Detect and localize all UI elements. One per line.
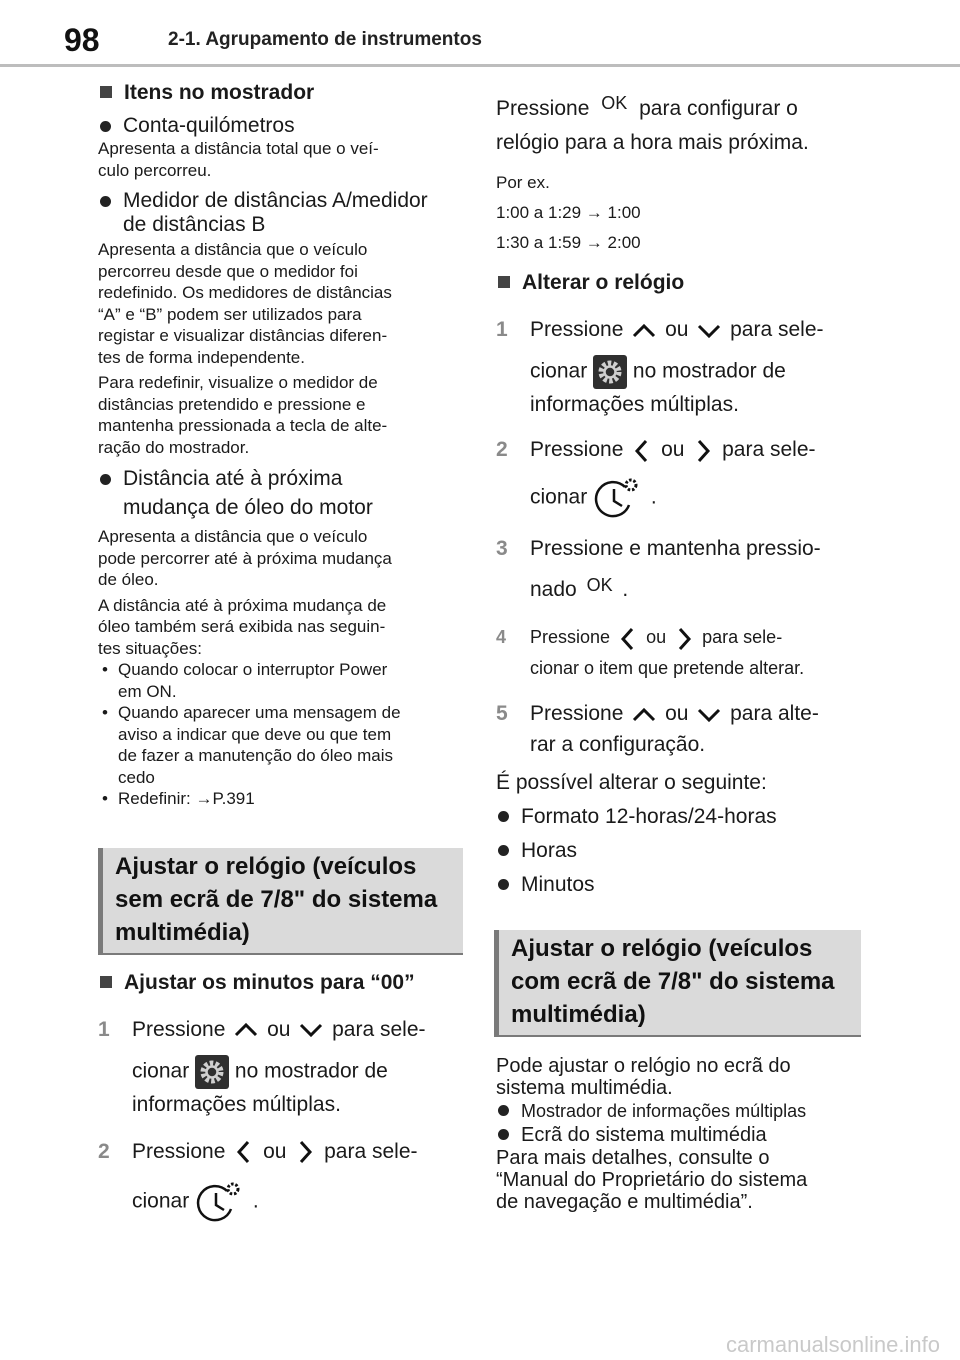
right-step-4: 4 Pressione ou para sele- cionar o item que pretende alterar. (496, 627, 805, 679)
chevron-left-icon (615, 626, 641, 652)
bullet-icon (100, 474, 111, 485)
chevron-left-icon (629, 438, 655, 464)
alter-clock-heading: Alterar o relógio (496, 270, 866, 296)
page-number: 98 (64, 22, 100, 58)
itens-heading: Itens no mostrador (98, 80, 460, 106)
oil-change-title: Distância até à próxima mudança de óleo do motor (98, 464, 460, 522)
trip-meter-title: Medidor de distâncias A/medidor de distâncias B (98, 189, 460, 237)
minutes-section (98, 970, 460, 1225)
list-item: Ecrã do sistema multimédia (496, 1123, 866, 1147)
bullet-icon (498, 845, 509, 856)
chevron-down-icon (296, 1021, 326, 1039)
list-item: Horas (496, 834, 866, 868)
minutes-heading: Ajustar os minutos para “00” (98, 970, 460, 996)
right-step-5: 5 Pressione ou para alte- rar a configuração. (496, 702, 819, 757)
settings-gear-icon (593, 355, 627, 389)
multimedia-section: Pode ajustar o relógio no ecrã do sistema multimédia. Mostrador de informações múltiplas Ecrã do sistema multimédia Para mais detalhes, consulte o “Manual do Proprietário do sistema de navegação e multimédia”. (496, 1055, 866, 1213)
left-step-2: 2 Pressione ou para sele- cionar . (98, 1136, 460, 1225)
section-box-with-multimedia: Ajustar o relógio (veículos com ecrã de 7/8" do sistema multimédia) (494, 930, 861, 1037)
chevron-right-icon (292, 1139, 318, 1165)
right-column (496, 92, 866, 902)
left-step-1: 1 Pressione ou para sele- cionar no mostrador de informações múltiplas. (98, 1018, 426, 1116)
oil-change-situations: A distância até à próxima mudança de óleo também será exibida nas seguin- tes situações: (98, 595, 387, 658)
trip-meter-text: Apresenta a distância que o veículo percorreu desde que o medidor foi redefinido. Os medidores de distâncias “A” e “B” podem ser utilizados para registar e visualizar distâncias diferen- tes de forma independente. (98, 240, 392, 367)
header-divider (0, 64, 960, 67)
clock-settings-icon (195, 1179, 247, 1225)
bullet-icon (498, 811, 509, 822)
watermark: carmanualsonline.info (725, 1332, 940, 1357)
chevron-down-icon (694, 322, 724, 340)
right-step-2: 2 Pressione ou para sele- cionar . (496, 434, 866, 521)
list-item: Formato 12-horas/24-horas (496, 800, 866, 834)
list-item: Mostrador de informações múltiplas (496, 1099, 866, 1123)
bullet-icon (100, 196, 111, 207)
square-bullet-icon (100, 976, 112, 988)
list-item: Minutos (496, 868, 866, 902)
chevron-up-icon (629, 706, 659, 724)
settings-gear-icon (195, 1055, 229, 1089)
chevron-up-icon (231, 1021, 261, 1039)
right-step-1: 1 Pressione ou para sele- cionar no mostrador de informações múltiplas. (496, 318, 824, 417)
square-bullet-icon (100, 86, 112, 98)
chevron-right-icon (690, 438, 716, 464)
bullet-icon (498, 1105, 509, 1116)
chevron-right-icon (671, 626, 697, 652)
odometer-text: Apresenta a distância total que o veí- culo percorreu. (98, 139, 379, 180)
section-title: 2-1. Agrupamento de instrumentos (168, 29, 482, 50)
square-bullet-icon (498, 276, 510, 288)
ok-button-icon: OK (601, 93, 628, 114)
possible-changes: É possível alterar o seguinte: Formato 12-horas/24-horas Horas Minutos (496, 766, 866, 902)
section-box-without-multimedia: Ajustar o relógio (veículos sem ecrã de 7/8" do sistema multimédia) (98, 848, 463, 955)
bullet-icon (498, 879, 509, 890)
left-column (98, 80, 460, 810)
odometer-title: Conta-quilómetros (98, 114, 460, 138)
bullet-icon (498, 1129, 509, 1140)
chevron-left-icon (231, 1139, 257, 1165)
bullet-icon (100, 121, 111, 132)
chevron-down-icon (694, 706, 724, 724)
list-item: • Quando colocar o interruptor Power em ON. (102, 660, 388, 701)
list-item: • Redefinir: →P.391 (102, 789, 255, 808)
list-item: • Quando aparecer uma mensagem de aviso a indicar que deve ou que tem de fazer a manutenção do óleo mais cedo (102, 703, 401, 787)
example-text: Por ex. 1:00 a 1:29 → 1:00 1:30 a 1:59 → 2:00 (496, 173, 641, 253)
trip-reset-text: Para redefinir, visualize o medidor de distâncias pretendido e pressione e mantenha pressionada a tecla de alte- ração do mostrador. (98, 373, 388, 457)
oil-change-text: Apresenta a distância que o veículo pode percorrer até à próxima mudança de óleo. (98, 527, 392, 589)
clock-settings-icon (593, 475, 645, 521)
chevron-up-icon (629, 322, 659, 340)
ok-instruction: Pressione OK para configurar o relógio para a hora mais próxima. (496, 92, 866, 160)
right-step-3: 3 Pressione e mantenha pressio- nado OK . (496, 537, 821, 602)
ok-button-icon: OK (586, 575, 613, 596)
